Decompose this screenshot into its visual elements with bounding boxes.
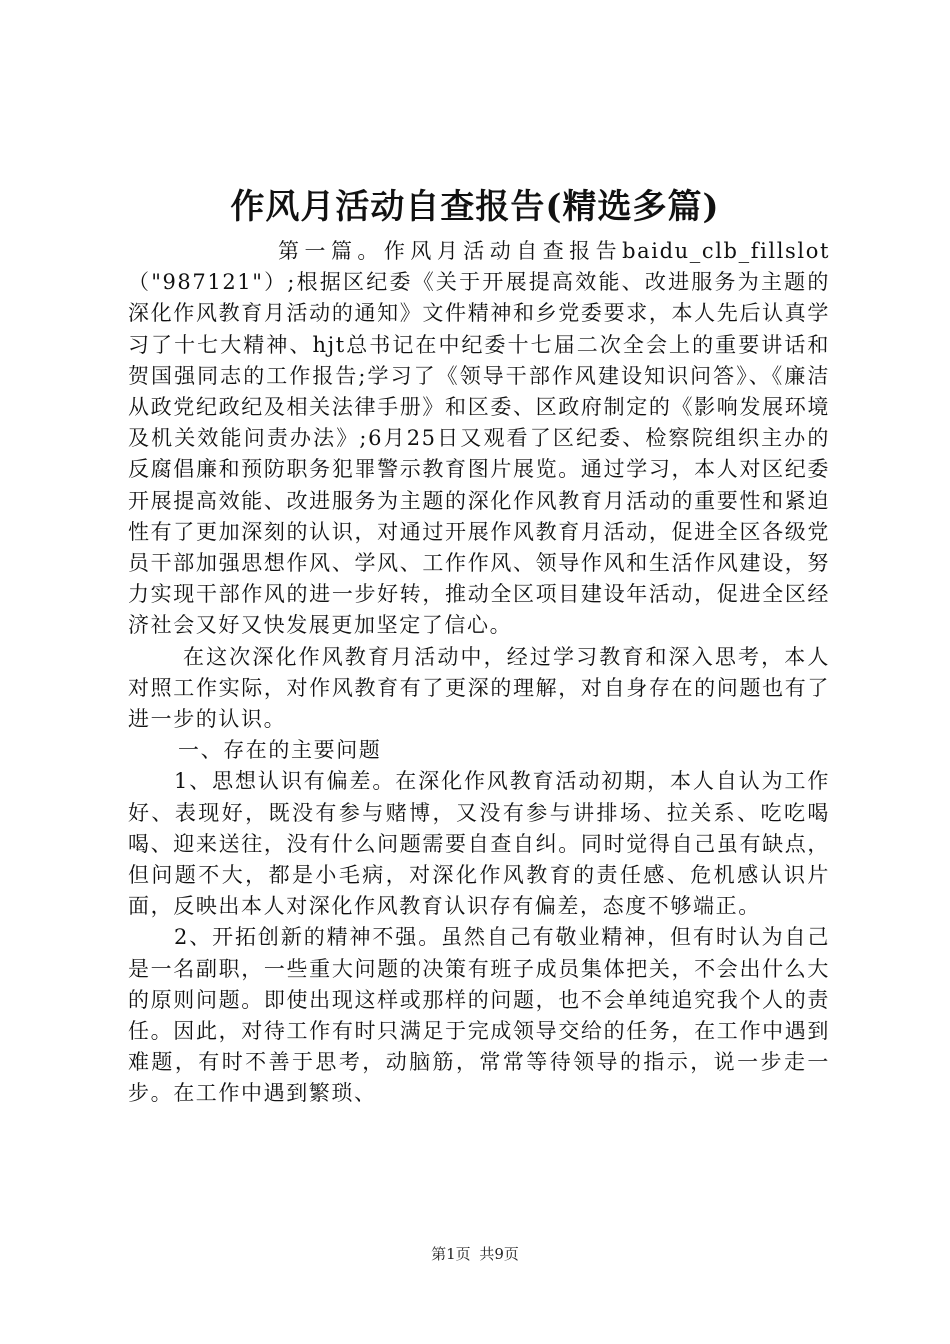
paragraph-2: 在这次深化作风教育月活动中，经过学习教育和深入思考，本人对照工作实际，对作风教育有了更深的理解，对自身存在的问题也有了进一步的认识。	[128, 644, 830, 732]
page-footer	[0, 1243, 950, 1264]
section-heading: 一、存在的主要问题	[178, 738, 382, 763]
page-total: 共9页	[479, 1245, 519, 1263]
document-title: 作风月活动自查报告(精选多篇)	[230, 187, 720, 227]
paragraph-item-2: 2、开拓创新的精神不强。虽然自己有敬业精神，但有时认为自己是一名副职，一些重大问题的决策有班子成员集体把关，不会出什么大的原则问题。即使出现这样或那样的问题，也不会单纯追究我个人的责任。因此，对待工作有时只满足于完成领导交给的任务，在工作中遇到难题，有时不善于思考，动脑筋，常常等待领导的指示，说一步走一步。在工作中遇到繁琐、	[128, 925, 830, 1106]
page-number: 第1页	[431, 1245, 471, 1263]
paragraph-item-1: 1、思想认识有偏差。在深化作风教育活动初期，本人自认为工作好、表现好，既没有参与赌博，又没有参与讲排场、拉关系、吃吃喝喝、迎来送往，没有什么问题需要自查自纠。同时觉得自己虽有缺点，但问题不大，都是小毛病，对深化作风教育的责任感、危机感认识片面，反映出本人对深化作风教育认识存有偏差，态度不够端正。	[128, 769, 830, 919]
document-body	[128, 236, 830, 1110]
paragraph-1: 第一篇。作风月活动自查报告baidu_clb_fillslot（"987121"）;根据区纪委《关于开展提高效能、改进服务为主题的深化作风教育月活动的通知》文件精神和乡党委要求，本人先后认真学习了十七大精神、hjt总书记在中纪委十七届二次全会上的重要讲话和贺国强同志的工作报告;学习了《领导干部作风建设知识问答》、《廉洁从政党纪政纪及相关法律手册》和区委、区政府制定的《影响发展环境及机关效能问责办法》;6月25日又观看了区纪委、检察院组织主办的反腐倡廉和预防职务犯罪警示教育图片展览。通过学习，本人对区纪委开展提高效能、改进服务为主题的深化作风教育月活动的重要性和紧迫性有了更加深刻的认识，对通过开展作风教育月活动，促进全区各级党员干部加强思想作风、学风、工作作风、领导作风和生活作风建设，努力实现干部作风的进一步好转，推动全区项目建设年活动，促进全区经济社会又好又快发展更加坚定了信心。	[128, 239, 830, 638]
